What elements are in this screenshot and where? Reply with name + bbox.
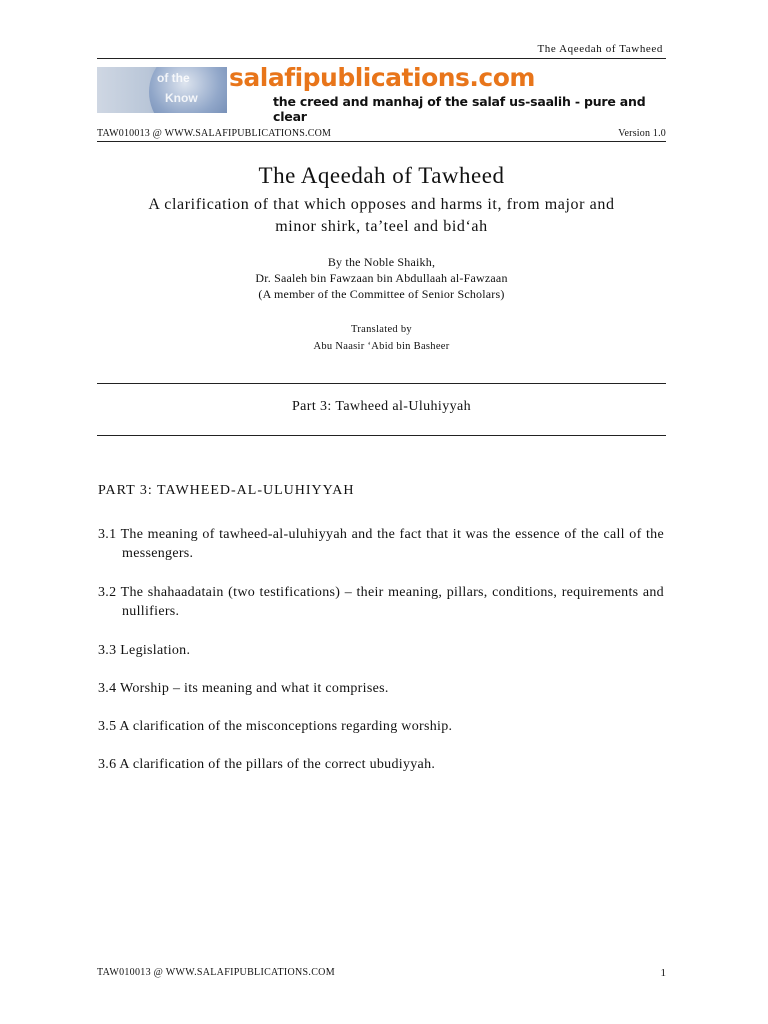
footer-document-id: TAW010013 @ WWW.SALAFIPUBLICATIONS.COM bbox=[97, 967, 335, 978]
contents-heading: PART 3: TAWHEED-AL-ULUHIYYAH bbox=[98, 483, 355, 498]
list-item: 3.2 The shahaadatain (two testifications) – their meaning, pillars, conditions, requirements and nullifiers. bbox=[98, 585, 664, 619]
translator-name: Abu Naasir ‘Abid bin Basheer bbox=[313, 341, 450, 352]
contents-list bbox=[98, 525, 664, 793]
list-item: 3.5 A clarification of the misconceptions regarding worship. bbox=[98, 719, 453, 734]
document-subtitle bbox=[97, 194, 666, 238]
globe-text: of the bbox=[157, 71, 190, 85]
list-item: 3.4 Worship – its meaning and what it comprises. bbox=[98, 681, 389, 696]
brand-tagline: the creed and manhaj of the salaf us-saalih - pure and clear bbox=[273, 94, 646, 124]
globe-text: Know bbox=[165, 91, 198, 105]
part-bottom-rule bbox=[97, 435, 666, 436]
byline-line: Dr. Saaleh bin Fawzaan bin Abdullaah al-Fawzaan bbox=[255, 271, 508, 285]
document-id: TAW010013 @ WWW.SALAFIPUBLICATIONS.COM bbox=[97, 128, 332, 139]
subtitle-line: minor shirk, ta’teel and bid‘ah bbox=[275, 218, 488, 235]
list-item: 3.6 A clarification of the pillars of the correct ubudiyyah. bbox=[98, 757, 436, 772]
part-top-rule bbox=[97, 383, 666, 384]
list-item: 3.3 Legislation. bbox=[98, 643, 191, 658]
translated-by-label: Translated by bbox=[351, 324, 412, 335]
byline-line: (A member of the Committee of Senior Scholars) bbox=[258, 287, 505, 301]
site-banner bbox=[97, 63, 666, 124]
document-version: Version 1.0 bbox=[618, 128, 666, 139]
list-item: 3.1 The meaning of tawheed-al-uluhiyyah and the fact that it was the essence of the call of the messengers. bbox=[98, 527, 664, 561]
header-bottom-rule bbox=[97, 141, 666, 142]
page-number: 1 bbox=[660, 967, 666, 979]
brand-name: salafipublications.com bbox=[229, 63, 535, 92]
translator-credit bbox=[97, 321, 666, 355]
subtitle-line: A clarification of that which opposes and harms it, from major and bbox=[148, 196, 615, 213]
author-byline bbox=[97, 254, 666, 302]
document-title: The Aqeedah of Tawheed bbox=[258, 163, 505, 188]
running-title: The Aqeedah of Tawheed bbox=[537, 43, 663, 55]
header-top-rule bbox=[97, 58, 666, 59]
globe-logo-image bbox=[97, 67, 227, 113]
part-label: Part 3: Tawheed al-Uluhiyyah bbox=[291, 399, 472, 414]
byline-line: By the Noble Shaikh, bbox=[327, 255, 436, 269]
